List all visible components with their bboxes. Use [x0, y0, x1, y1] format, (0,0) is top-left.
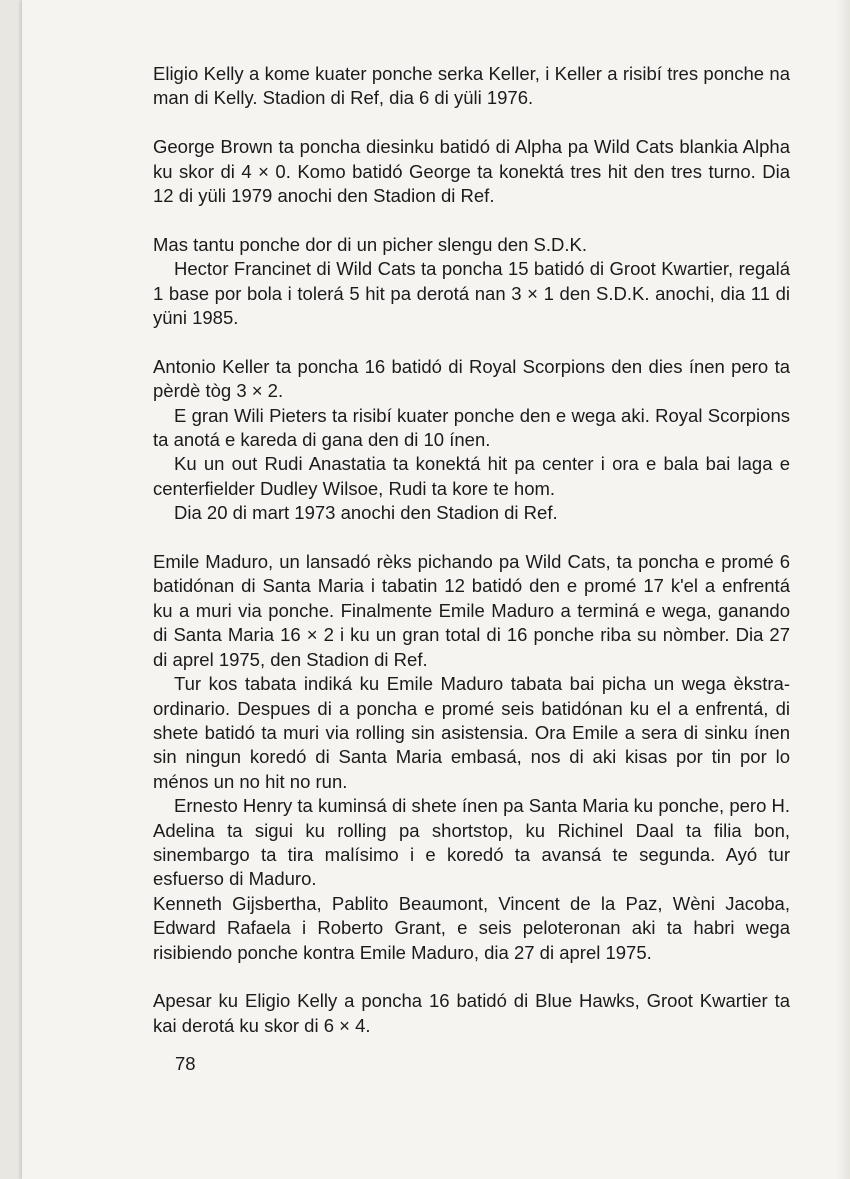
page-text: [153, 62, 790, 1038]
page-edge-shadow: [836, 0, 850, 1179]
paragraph: Ernesto Henry ta kuminsá di shete ínen pa Santa Maria ku ponche, pero H. Adelina ta sigui ku rolling pa shortstop, ku Richinel Daal ta filia bon, sinembargo ta tira malísimo i e koredó ta avansá te segunda. Ayó tur esfuerso di Maduro.: [153, 795, 790, 890]
paragraph: E gran Wili Pieters ta risibí kuater ponche den e wega aki. Royal Scorpions ta anotá e kareda di gana den di 10 ínen.: [153, 404, 790, 451]
paragraph: Ku un out Rudi Anastatia ta konektá hit pa center i ora e bala bai laga e centerfielder Dudley Wilsoe, Rudi ta kore te hom.: [153, 453, 790, 499]
paragraph: Tur kos tabata indiká ku Emile Maduro tabata bai picha un wega èkstra-ordinario. Despues di a poncha e promé seis batidónan ku el a enfrentá, di shete batidó ta muri via rolling sin asistensia. Ora Emile a sera di sinku ínen sin ningun koredó di Santa Maria embasá, nos di aki kisas por tin por lo ménos un no hit no run.: [153, 673, 790, 792]
paragraph: Antonio Keller ta poncha 16 batidó di Royal Scorpions den dies ínen pero ta pèrdè tòg 3 × 2.: [153, 355, 790, 402]
paragraph: Mas tantu ponche dor di un picher slengu den S.D.K.: [153, 233, 587, 255]
paragraph: Emile Maduro, un lansadó rèks pichando pa Wild Cats, ta poncha e promé 6 batidónan di Santa Maria i tabatin 12 batidó den e promé 17 k'el a enfrentá ku a muri via ponche. Finalmente Emile Maduro a terminá e wega, ganando di Santa Maria 16 × 2 i ku un gran total di 16 ponche riba su nòmber. Dia 27 di aprel 1975, den Stadion di Ref.: [153, 551, 790, 670]
paragraph: Eligio Kelly a kome kuater ponche serka Keller, i Keller a risibí tres ponche na man di Kelly. Stadion di Ref, dia 6 di yüli 1976.: [153, 63, 790, 109]
paragraph: Apesar ku Eligio Kelly a poncha 16 batidó di Blue Hawks, Groot Kwartier ta kai derotá ku skor di 6 × 4.: [153, 990, 790, 1036]
paragraph: Hector Francinet di Wild Cats ta poncha 15 batidó di Groot Kwartier, regalá 1 base por bola i tolerá 5 hit pa derotá nan 3 × 1 den S.D.K. anochi, dia 11 di yüni 1985.: [153, 258, 790, 329]
paragraph: George Brown ta poncha diesinku batidó di Alpha pa Wild Cats blankia Alpha ku skor di 4 × 0. Komo batidó George ta konektá tres hit den tres turno. Dia 12 di yüli 1979 anochi den Stadion di Ref.: [153, 136, 790, 207]
page-number: 78: [175, 1053, 196, 1074]
paragraph: Kenneth Gijsbertha, Pablito Beaumont, Vincent de la Paz, Wèni Jacoba, Edward Rafaela i Roberto Grant, e seis peloteronan aki ta habri wega risibiendo ponche kontra Emile Maduro, dia 27 di aprel 1975.: [153, 892, 790, 963]
paragraph: Dia 20 di mart 1973 anochi den Stadion di Ref.: [174, 502, 558, 524]
